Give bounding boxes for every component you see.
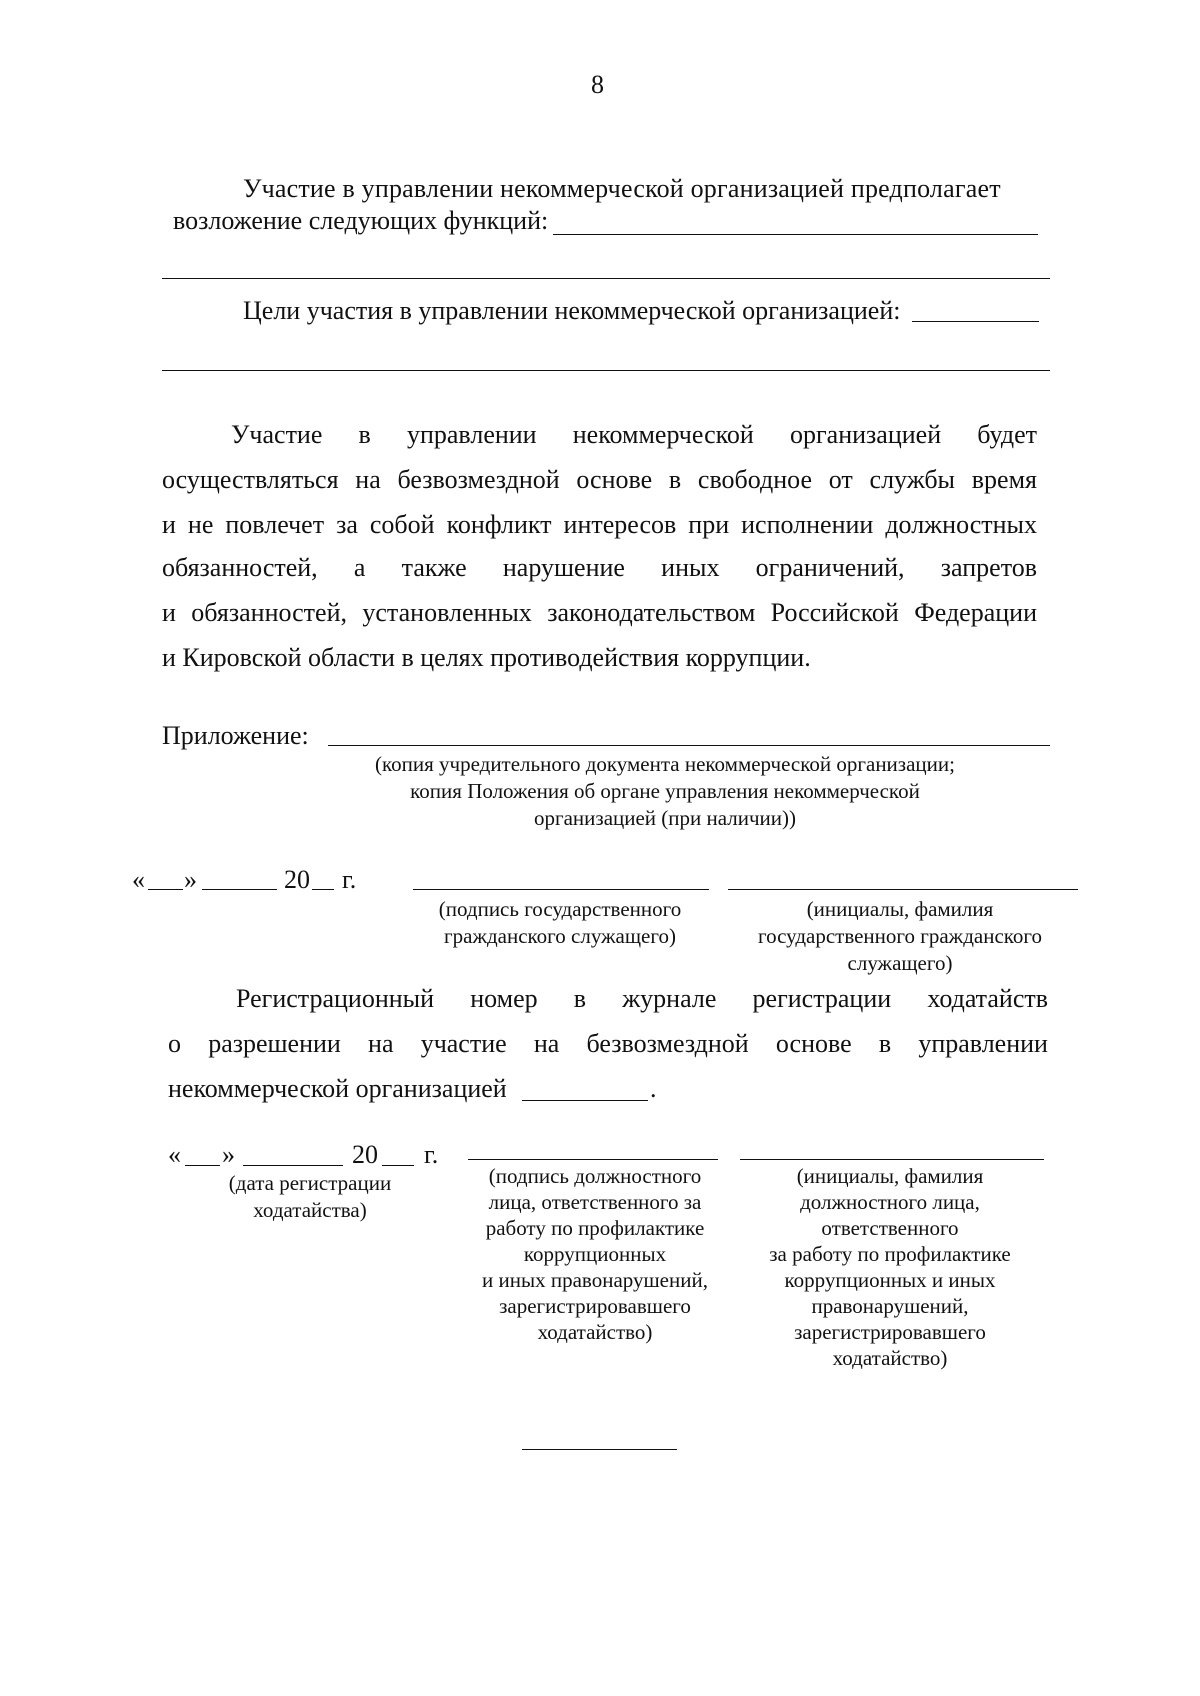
official-signature-caption: [455, 1163, 735, 1345]
caption-line: (дата регистрации: [228, 1171, 392, 1195]
servant-signature-line[interactable]: [413, 889, 709, 890]
date-month-blank[interactable]: [202, 889, 277, 890]
date-year-prefix: 20: [284, 865, 310, 894]
registration-word: на: [533, 1029, 560, 1058]
caption-line: должностного лица,: [800, 1190, 980, 1214]
statement-line: осуществляться на безвозмездной основе в свободное от службы время: [162, 465, 1037, 494]
official-signature-line[interactable]: [468, 1159, 718, 1160]
attachment-blank[interactable]: [328, 745, 1050, 746]
reg-date-close-quote: »: [222, 1140, 235, 1169]
reg-date-caption: [200, 1170, 420, 1224]
attachment-hint-line: организацией (при наличии)): [533, 806, 797, 830]
caption-line: гражданского служащего): [444, 924, 676, 948]
official-name-caption: [740, 1163, 1040, 1371]
caption-line: коррупционных и иных: [784, 1268, 996, 1292]
registration-line1: [236, 984, 1048, 1014]
registration-word: регистрации: [752, 984, 892, 1013]
goals-blank-inline[interactable]: [912, 321, 1039, 322]
caption-line: работу по профилактике: [485, 1216, 705, 1240]
servant-name-caption: [740, 896, 1060, 977]
registration-word: в: [878, 1029, 892, 1058]
registration-word: в: [573, 984, 587, 1013]
caption-line: за работу по профилактике: [769, 1242, 1011, 1266]
reg-date-year-prefix: 20: [352, 1140, 378, 1169]
registration-line3-end: .: [650, 1074, 657, 1103]
caption-line: зарегистрировавшего: [499, 1294, 691, 1318]
registration-line3: некоммерческой организацией: [168, 1074, 507, 1103]
functions-line1: [243, 174, 1038, 204]
attachment-hint-line: копия Положения об органе управления некоммерческой: [410, 779, 920, 803]
caption-line: (подпись должностного: [488, 1164, 702, 1188]
functions-text-line1: Участие в управлении некоммерческой организацией предполагает: [243, 174, 1001, 203]
registration-word: ходатайств: [927, 984, 1048, 1013]
caption-line: (инициалы, фамилия: [796, 1164, 984, 1188]
caption-line: ответственного: [821, 1216, 959, 1240]
registration-word: о: [168, 1029, 181, 1058]
reg-date-day-blank[interactable]: [185, 1165, 220, 1166]
statement-line: и обязанностей, установленных законодательством Российской Федерации: [162, 598, 1037, 627]
caption-line: правонарушений,: [811, 1294, 969, 1318]
servant-signature-caption: [400, 896, 720, 950]
reg-date-year-suffix: г.: [424, 1140, 439, 1169]
reg-date-year-blank[interactable]: [382, 1165, 414, 1166]
caption-line: лица, ответственного за: [488, 1190, 702, 1214]
closing-rule: [522, 1449, 677, 1450]
reg-date-open-quote: «: [168, 1140, 181, 1169]
caption-line: (подпись государственного: [438, 897, 682, 921]
caption-line: ходатайства): [253, 1198, 367, 1222]
attachment-hint-line: (копия учредительного документа некоммерческой организации;: [375, 752, 955, 776]
registration-word: разрешении: [208, 1029, 341, 1058]
registration-word: на: [368, 1029, 394, 1058]
registration-line2: [168, 1029, 1048, 1059]
caption-line: (инициалы, фамилия: [806, 897, 994, 921]
registration-number-blank[interactable]: [522, 1100, 648, 1101]
page-number: 8: [591, 70, 604, 99]
functions-line2: возложение следующих функций:: [173, 206, 549, 235]
caption-line: ходатайство): [832, 1346, 948, 1370]
registration-word: журнале: [622, 984, 717, 1013]
statement-line: и Кировской области в целях противодействия коррупции.: [162, 643, 811, 672]
statement-line: обязанностей, а также нарушение иных ограничений, запретов: [162, 553, 1037, 582]
caption-line: государственного гражданского: [757, 924, 1042, 948]
registration-word: номер: [470, 984, 538, 1013]
registration-word: управлении: [918, 1029, 1048, 1058]
caption-line: зарегистрировавшего: [794, 1320, 986, 1344]
date-day-blank[interactable]: [148, 889, 183, 890]
attachment-hint: [300, 751, 1030, 832]
caption-line: служащего): [847, 951, 953, 975]
goals-label: Цели участия в управлении некоммерческой организацией:: [243, 296, 901, 325]
registration-word: участие: [420, 1029, 507, 1058]
servant-name-line[interactable]: [728, 889, 1078, 890]
registration-word: Регистрационный: [236, 984, 435, 1013]
statement-line: Участие в управлении некоммерческой организацией будет: [231, 420, 1037, 449]
attachment-label: Приложение:: [162, 721, 309, 750]
reg-date-month-blank[interactable]: [243, 1165, 343, 1166]
statement-line: и не повлечет за собой конфликт интересов при исполнении должностных: [162, 510, 1037, 539]
date-open-quote: «: [132, 865, 145, 894]
registration-word: основе: [775, 1029, 852, 1058]
goals-blank-full[interactable]: [162, 370, 1050, 371]
caption-line: и иных правонарушений,: [482, 1268, 708, 1292]
official-name-line[interactable]: [740, 1159, 1044, 1160]
date-year-blank[interactable]: [312, 889, 334, 890]
functions-blank-inline[interactable]: [553, 234, 1038, 235]
functions-blank-full[interactable]: [162, 278, 1050, 279]
date-year-suffix: г.: [342, 865, 357, 894]
caption-line: ходатайство): [537, 1320, 653, 1344]
date-close-quote: »: [184, 865, 197, 894]
registration-word: безвозмездной: [586, 1029, 749, 1058]
caption-line: коррупционных: [523, 1242, 667, 1266]
